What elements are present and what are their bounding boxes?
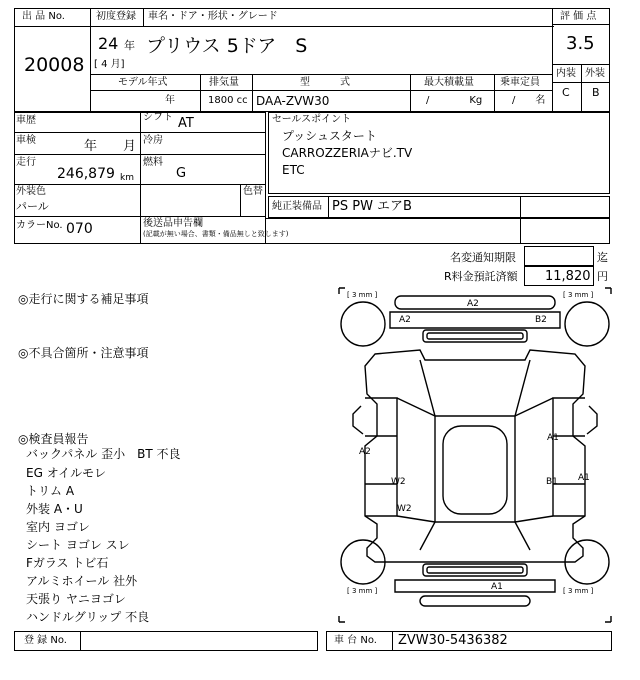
tire-depth-tr: [ 3 mm ] [563, 291, 594, 299]
sales-point-2: CARROZZERIAナビ.TV [282, 146, 413, 160]
chassis-no-label: 車 台 No. [334, 635, 377, 646]
interior-label: 内装 [556, 68, 576, 79]
name-change-label: 名変通知期限 [450, 251, 516, 264]
inspector-line-3: トリム A [26, 484, 75, 498]
driving-notes-label: ◎走行に関する補足事項 [18, 292, 149, 306]
damage-mark-left-door-rear: W2 [391, 477, 406, 487]
ext-color-label: 外装色 [16, 186, 46, 197]
mileage-label: 走行 [16, 157, 36, 168]
car-name-label: 車名・ドア・形状・グレード [148, 11, 278, 22]
sales-points-label: セールスポイント [272, 114, 352, 125]
type: DAA-ZVW30 [256, 94, 330, 108]
interior-grade: C [562, 86, 570, 99]
aftermarket-label: 後送品申告欄 [143, 218, 203, 229]
exterior-label: 外装 [585, 68, 605, 79]
shift-label: シフト [143, 112, 173, 123]
damage-mark-trunk-right: B2 [535, 315, 547, 325]
genuine-equip-label: 純正装備品 [272, 201, 322, 212]
inspector-line-5: 室内 ヨゴレ [26, 520, 90, 534]
tire-depth-bl: [ 3 mm ] [347, 587, 378, 595]
lot-no: 20008 [24, 54, 85, 76]
color-no: 070 [66, 221, 93, 237]
damage-mark-right-side: A1 [578, 473, 590, 483]
score: 3.5 [566, 33, 595, 54]
color-change-label: 色替 [243, 186, 263, 197]
aftermarket-note: (記載が無い場合、書類・備品無しと致します) [143, 230, 289, 238]
damage-mark-front-bumper: A1 [491, 582, 503, 592]
capacity-value: / 名 [512, 95, 546, 106]
history-label: 車歴 [16, 115, 36, 126]
defects-label: ◎不具合箇所・注意事項 [18, 346, 149, 360]
recycle-label: R料金預託済額 [444, 270, 518, 283]
type-label: 型 式 [300, 77, 350, 88]
inspector-line-2: EG オイルモレ [26, 466, 107, 480]
tire-depth-br: [ 3 mm ] [563, 587, 594, 595]
inspection-label: 車検 [16, 135, 36, 146]
model-year-label: モデル年式 [118, 77, 168, 88]
aftermarket-frame [266, 218, 610, 244]
displacement-label: 排気量 [209, 77, 239, 88]
inspector-line-1: バックパネル 歪小 BT 不良 [26, 447, 181, 461]
recycle-unit: 円 [597, 270, 608, 283]
inspector-line-7: Fガラス トビ石 [26, 556, 109, 570]
inspector-line-4: 外装 A・U [26, 502, 83, 516]
name-change-suffix: 迄 [597, 251, 608, 264]
model-year-unit: 年 [165, 95, 175, 106]
mileage: 246,879 [57, 166, 115, 182]
color-no-label: カラーNo. [16, 220, 63, 231]
exterior-grade: B [592, 86, 600, 99]
capacity-label: 乗車定員 [500, 77, 540, 88]
damage-mark-trunk-left: A2 [399, 315, 411, 325]
genuine-equip: PS PW エアB [332, 199, 412, 214]
first-reg-month: [ 4 月] [94, 59, 125, 70]
year-unit: 年 [124, 39, 135, 52]
damage-mark-right-door-rear: B1 [546, 477, 558, 487]
sales-point-1: プッシュスタート [282, 129, 377, 143]
max-load-value: / Kg [426, 95, 483, 106]
chassis-no: ZVW30-5436382 [398, 633, 508, 648]
shift: AT [178, 116, 194, 131]
damage-mark-right-rear: A1 [547, 433, 559, 443]
inspection-value: 年 月 [84, 139, 137, 154]
damage-mark-left-rear: A2 [359, 447, 371, 457]
fuel-label: 燃料 [143, 157, 163, 168]
inspector-line-9: 天張り ヤニヨゴレ [26, 592, 126, 606]
first-reg-label: 初度登録 [96, 11, 136, 22]
inspector-line-8: アルミホイール 社外 [26, 574, 138, 588]
car-damage-diagram [335, 286, 615, 626]
max-load-label: 最大積載量 [424, 77, 474, 88]
damage-mark-rear-bumper: A2 [467, 299, 479, 309]
inspector-line-10: ハンドルグリップ 不良 [26, 610, 150, 624]
displacement: 1800 cc [208, 95, 248, 106]
damage-mark-left-door-front: W2 [397, 504, 412, 514]
inspector-label: ◎検査員報告 [18, 432, 89, 446]
inspector-line-6: シート ヨゴレ スレ [26, 538, 130, 552]
sales-point-3: ETC [282, 163, 305, 177]
name-change-box [524, 246, 594, 266]
ac-label: 冷房 [143, 135, 163, 146]
reg-no-label: 登 録 No. [24, 635, 67, 646]
tire-depth-tl: [ 3 mm ] [347, 291, 378, 299]
ext-color: パール [16, 200, 49, 213]
score-label: 評 価 点 [560, 11, 597, 22]
mileage-unit: km [120, 173, 134, 183]
recycle-value: 11,820 [545, 269, 591, 284]
car-name: プリウス 5ドア S [146, 35, 308, 57]
lot-no-label: 出 品 No. [22, 11, 65, 22]
fuel: G [176, 166, 187, 181]
first-reg-year: 24 [98, 34, 119, 53]
